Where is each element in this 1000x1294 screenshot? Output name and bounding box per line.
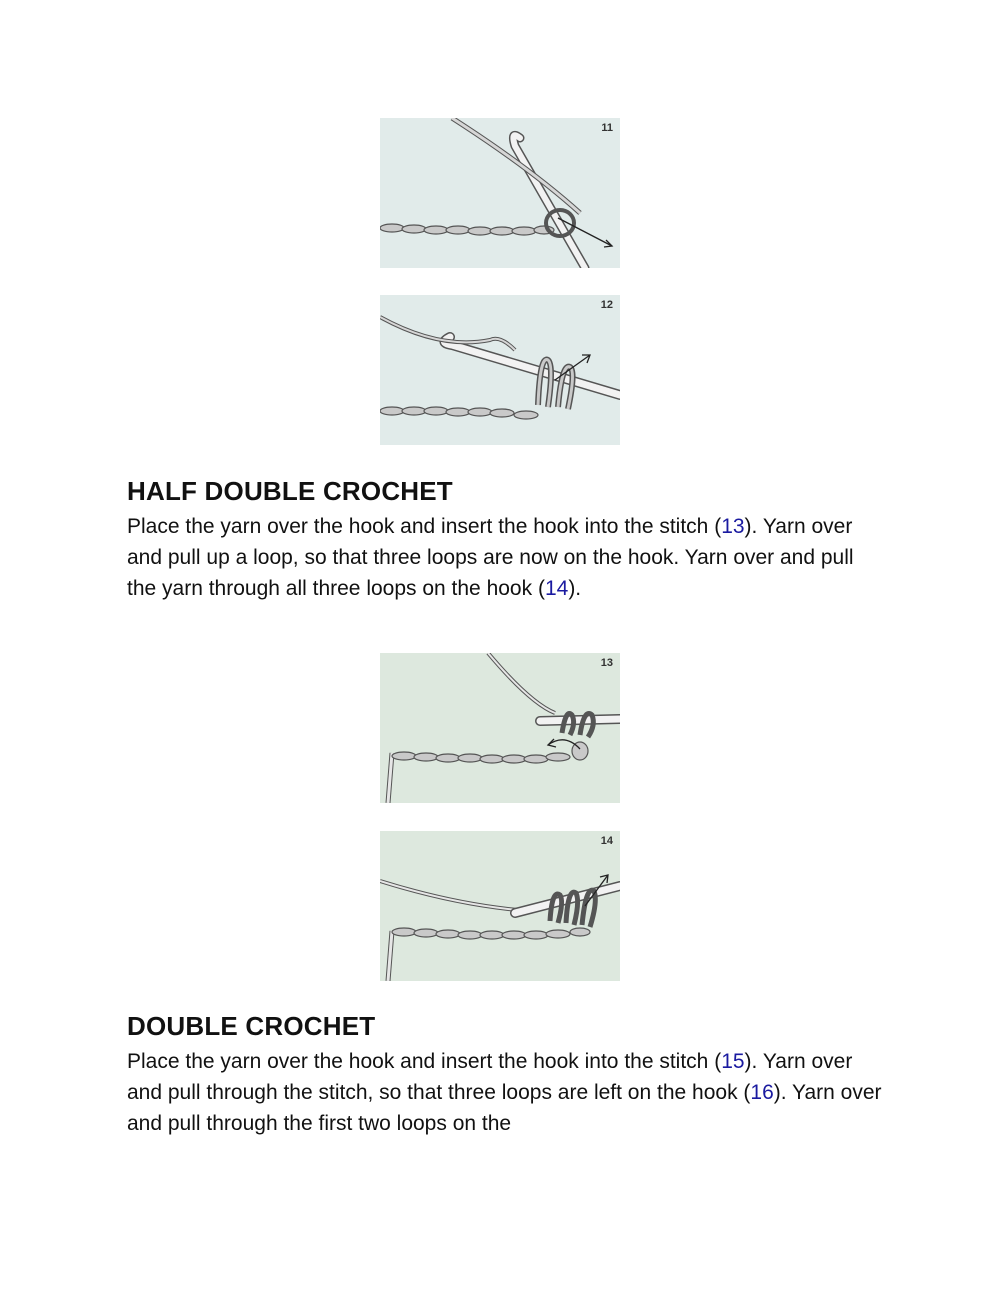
figure-reference-link[interactable]: 16 [750,1081,774,1104]
figure-12 [380,295,620,445]
crochet-illustration-12 [380,295,620,445]
section-heading-double-crochet: DOUBLE CROCHET [127,1011,376,1041]
figure-14 [380,831,620,981]
figure-number: 12 [600,299,613,311]
paragraph-text: Place the yarn over the hook and insert the hook into the stitch ( [127,1050,722,1073]
instruction-paragraph-half-double [127,511,887,604]
section-heading-half-double-crochet: HALF DOUBLE CROCHET [127,476,453,506]
figure-number: 13 [600,657,613,669]
figure-number: 11 [601,122,613,134]
crochet-illustration-14 [380,831,620,981]
paragraph-text: Place the yarn over the hook and insert the hook into the stitch ( [127,515,722,538]
paragraph-text: ). Yarn over and pull through the stitch, so that three loops are left on the hook ( [127,1050,853,1104]
figure-reference-link[interactable]: 14 [544,577,569,600]
figure-13 [380,653,620,803]
paragraph-text: ). [568,577,582,600]
figure-reference-link[interactable]: 15 [721,1050,745,1073]
instruction-paragraph-double [127,1046,887,1139]
crochet-illustration-13 [380,653,620,803]
crochet-illustration-11 [380,118,620,268]
figure-11 [380,118,620,268]
figure-number: 14 [600,835,613,847]
paragraph-text: ). Yarn over and pull up a loop, so that three loops are now on the hook. Yarn over and pull the yarn through all three loops on the hook ( [127,515,854,600]
figure-reference-link[interactable]: 13 [721,515,745,538]
paragraph-text: ). Yarn over and pull through the first two loops on the [127,1081,882,1135]
